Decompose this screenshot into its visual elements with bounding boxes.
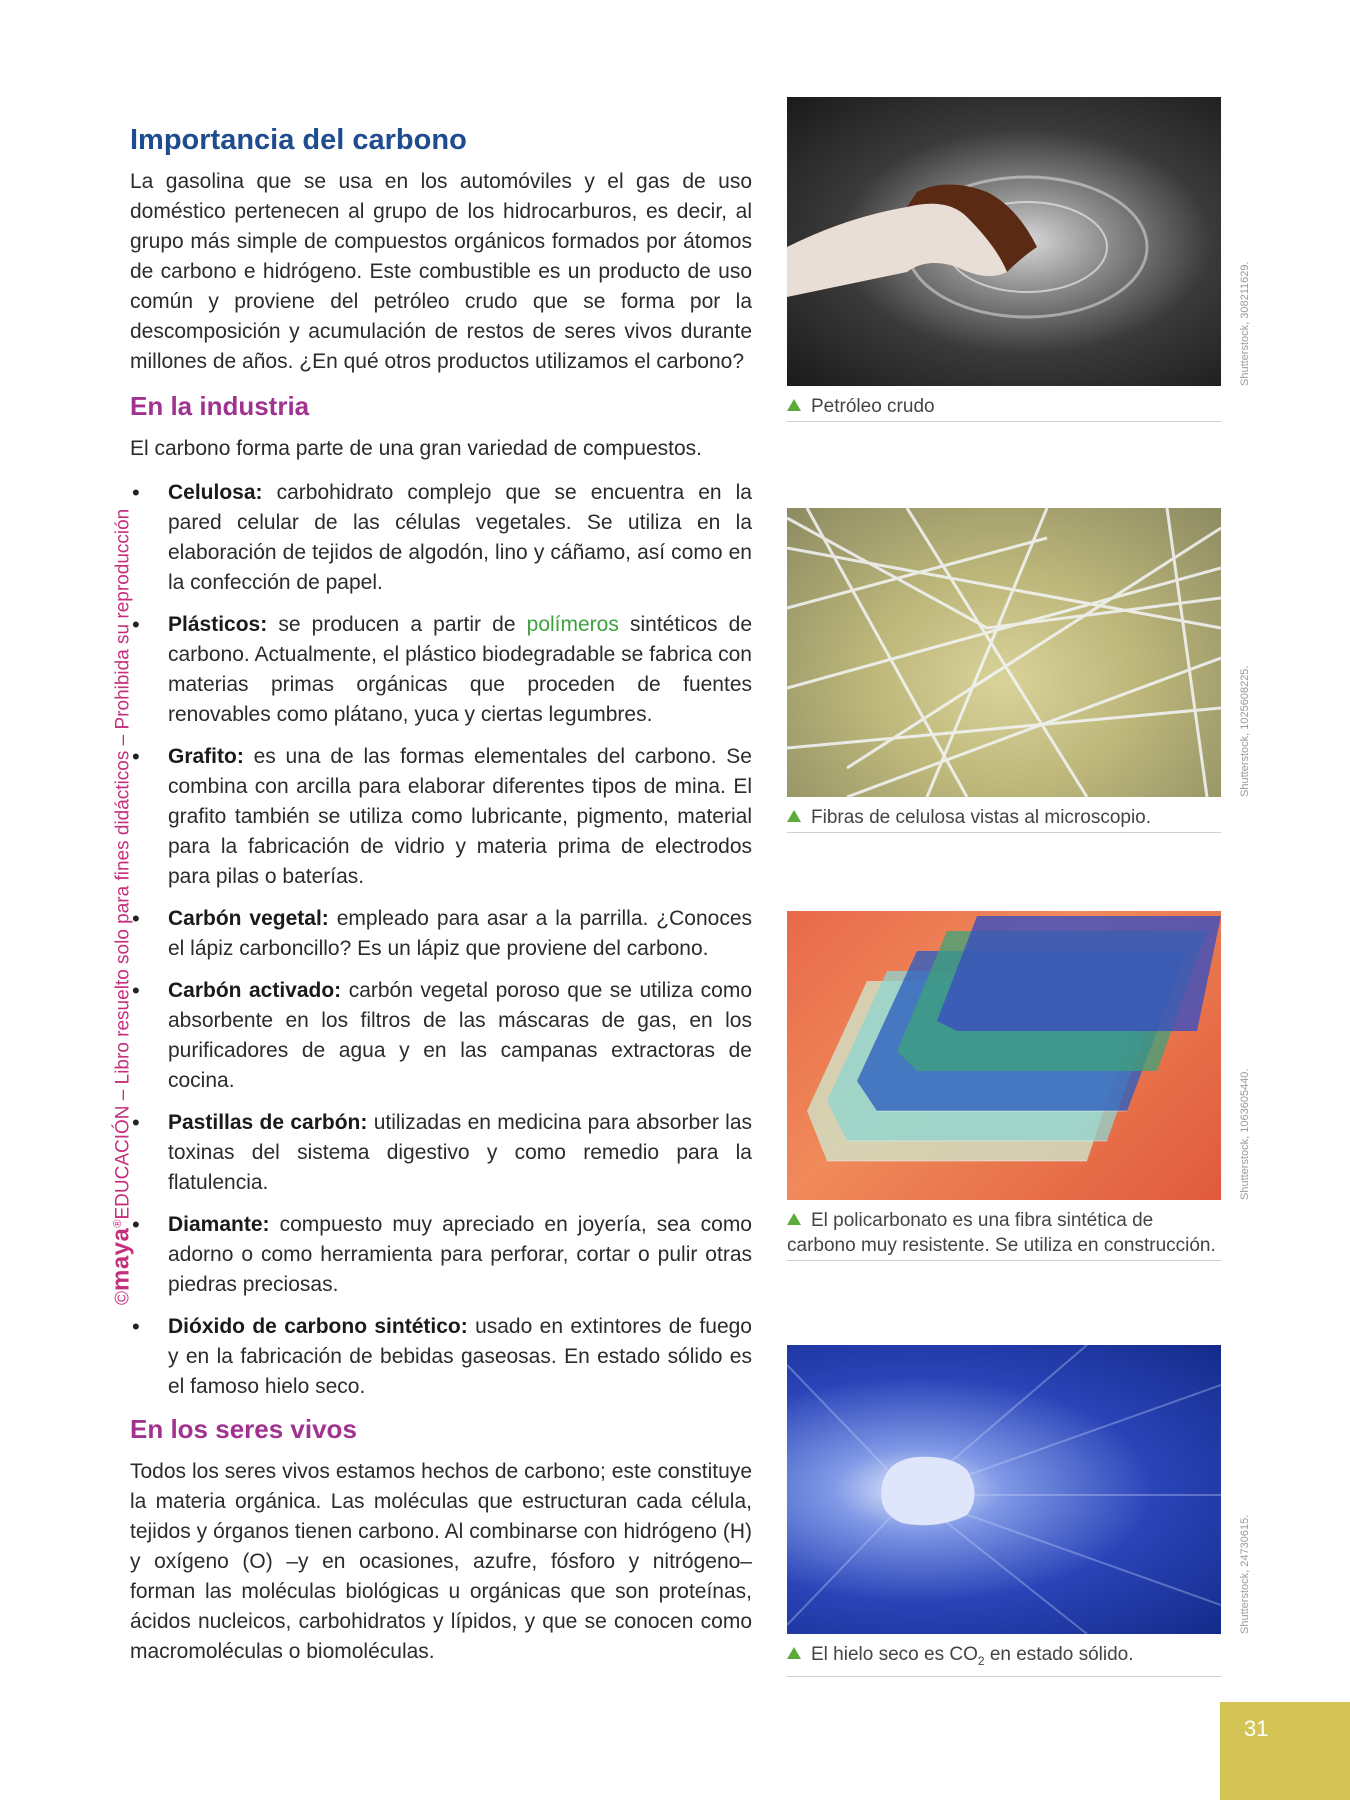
item-term: Diamante: xyxy=(168,1213,270,1236)
page-number-tab xyxy=(1220,1702,1350,1800)
industry-list xyxy=(130,478,752,1402)
figure-caption xyxy=(787,1642,1221,1677)
dry-ice-photo xyxy=(787,1345,1221,1634)
brand-logo: maya xyxy=(107,1227,135,1291)
figure-cellulose xyxy=(787,508,1221,833)
item-term: Carbón vegetal: xyxy=(168,907,329,930)
item-term: Plásticos: xyxy=(168,613,268,636)
crude-oil-photo xyxy=(787,97,1221,386)
figure-caption xyxy=(787,1208,1221,1261)
figure-dry-ice xyxy=(787,1345,1221,1677)
industry-lead: El carbono forma parte de una gran variedad de compuestos. xyxy=(130,437,703,460)
item-term: Dióxido de carbono sintético: xyxy=(168,1315,468,1338)
industry-heading: En la industria xyxy=(130,391,310,421)
caption-text: El policarbonato es una fibra sintética de carbono muy resistente. Se utiliza en construcción. xyxy=(787,1210,1216,1256)
photo-credit: Shutterstock, 1025608225. xyxy=(1239,665,1251,797)
figure-caption xyxy=(787,805,1221,833)
list-item xyxy=(130,976,752,1096)
list-item xyxy=(130,610,752,730)
item-text: carbón vegetal poroso que se utiliza como absorbente en los filtros de las máscaras de gas, en los purificadores de agua y en las campanas extractoras de cocina. xyxy=(168,979,753,1092)
side-note-text: EDUCACIÓN – Libro resuelto solo para fines didácticos – Prohibida su reproducción xyxy=(112,508,134,1220)
list-item xyxy=(130,904,752,964)
list-item xyxy=(130,1312,752,1402)
item-text: carbohidrato complejo que se encuentra en la pared celular de las células vegetales. Se utiliza en la elaboración de tejidos de algodón, lino y cáñamo, así como en la confección de papel. xyxy=(168,481,752,594)
item-term: Grafito: xyxy=(168,745,244,768)
photo-credit: Shutterstock, 308211629. xyxy=(1239,261,1251,386)
page-title: Importancia del carbono xyxy=(130,124,467,156)
polycarbonate-photo xyxy=(787,911,1221,1200)
triangle-icon xyxy=(787,810,801,822)
main-text-column xyxy=(130,124,752,1667)
caption-text: Fibras de celulosa vistas al microscopio. xyxy=(811,807,1152,828)
intro-paragraph: La gasolina que se usa en los automóviles y el gas de uso doméstico pertenecen al grupo de los hidrocarburos, es decir, al grupo más simple de compuestos orgánicos formados por átomos de carbono e hidrógeno. Este combustible es un producto de uso común y proviene del petróleo crudo que se forma por la descomposición y acumulación de restos de seres vivos durante millones de años. ¿En qué otros productos utilizamos el carbono? xyxy=(130,170,752,373)
figure-polycarbonate xyxy=(787,911,1221,1261)
item-text: es una de las formas elementales del carbono. Se combina con arcilla para elaborar diferentes tipos de mina. El grafito también se utiliza como lubricante, pigmento, material para la fabricación de vidrio y materia prima de electrodos para pilas o baterías. xyxy=(168,745,752,888)
living-paragraph: Todos los seres vivos estamos hechos de carbono; este constituye la materia orgánica. Las moléculas que estructuran cada célula, tejidos y órganos tienen carbono. Al combinarse con hidrógeno (H) y oxígeno (O) –y en ocasiones, azufre, fósforo y nitrógeno– forman las moléculas biológicas u orgánicas que son proteínas, ácidos nucleicos, carbohidratos y lípidos, y que se conocen como macromoléculas o biomoléculas. xyxy=(130,1460,752,1663)
item-term: Pastillas de carbón: xyxy=(168,1111,368,1134)
item-text: compuesto muy apreciado en joyería, sea como adorno o como herramienta para perforar, cortar o pulir otras piedras preciosas. xyxy=(168,1213,752,1296)
living-heading: En los seres vivos xyxy=(130,1414,357,1444)
polycarbonate-sheets-illustration xyxy=(787,911,1221,1200)
registered-mark: ® xyxy=(112,1219,124,1228)
item-text: sintéticos de carbono. Actualmente, el plástico biodegradable se fabrica con materias primas orgánicas que proceden de fuentes renovables como plátano, yuca y ciertas legumbres. xyxy=(168,613,753,726)
copyright-symbol: © xyxy=(112,1291,134,1305)
dry-ice-illustration xyxy=(787,1345,1221,1634)
subscript-two: 2 xyxy=(977,1653,985,1668)
cellulose-fibers-illustration xyxy=(787,508,1221,797)
figure-caption xyxy=(787,394,1221,422)
caption-text-end: en estado sólido. xyxy=(984,1644,1134,1665)
list-item xyxy=(130,742,752,892)
copyright-side-note xyxy=(104,475,135,1305)
list-item xyxy=(130,478,752,598)
list-item xyxy=(130,1108,752,1198)
list-item xyxy=(130,1210,752,1300)
caption-text: Petróleo crudo xyxy=(811,396,935,417)
photo-credit: Shutterstock, 1063605440. xyxy=(1239,1068,1251,1200)
item-text: utilizadas en medicina para absorber las toxinas del sistema digestivo y como remedio para la flatulencia. xyxy=(168,1111,752,1194)
item-text: empleado para asar a la parrilla. ¿Conoces el lápiz carboncillo? Es un lápiz que proviene del carbono. xyxy=(168,907,752,960)
cellulose-photo xyxy=(787,508,1221,797)
photo-credit: Shutterstock, 24730615. xyxy=(1239,1514,1251,1634)
triangle-icon xyxy=(787,1213,801,1225)
figure-crude-oil xyxy=(787,97,1221,422)
item-term: Celulosa: xyxy=(168,481,263,504)
triangle-icon xyxy=(787,1647,801,1659)
item-term: Carbón activado: xyxy=(168,979,342,1002)
caption-text: El hielo seco es CO xyxy=(811,1644,978,1665)
page-number: 31 xyxy=(1244,1716,1269,1741)
item-text: usado en extintores de fuego y en la fabricación de bebidas gaseosas. En estado sólido es el famoso hielo seco. xyxy=(168,1315,752,1398)
triangle-icon xyxy=(787,399,801,411)
glossary-term: polímeros xyxy=(526,613,619,636)
crude-oil-illustration xyxy=(787,97,1221,386)
item-text-pre: se producen a partir de xyxy=(278,613,516,636)
